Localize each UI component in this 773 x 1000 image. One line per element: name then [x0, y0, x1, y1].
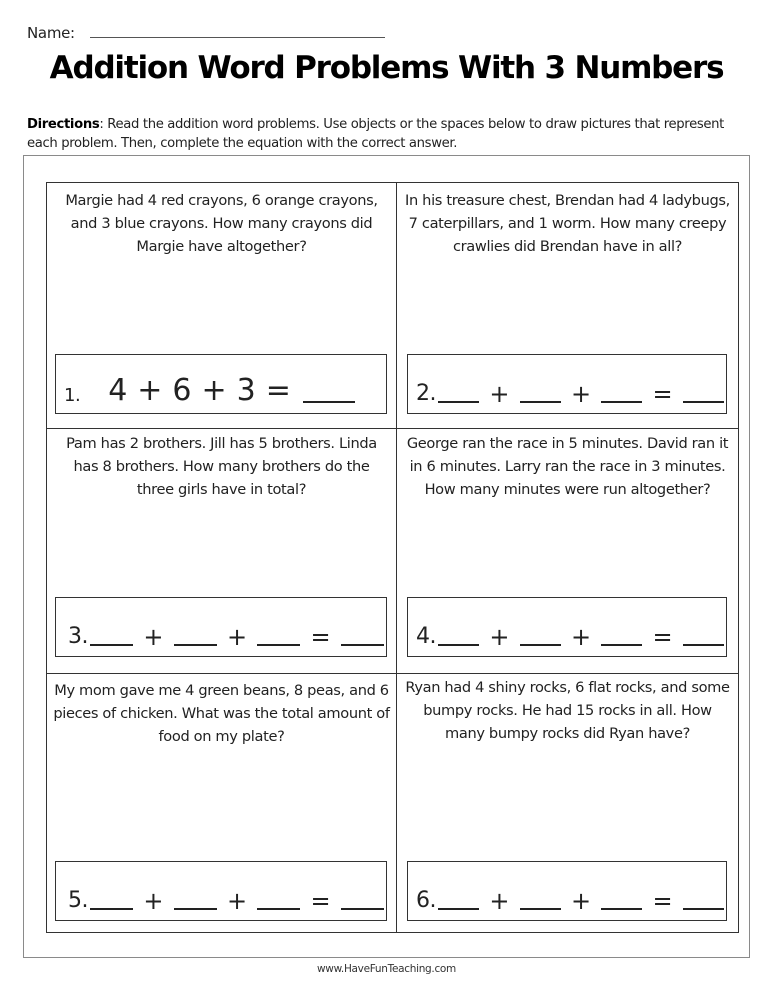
- answer-blank[interactable]: [683, 644, 724, 646]
- equals-sign: =: [265, 373, 291, 408]
- problem-text: Ryan had 4 shiny rocks, 6 flat rocks, and some bumpy rocks. He had 15 rocks in all. How many bumpy rocks did Ryan have?: [405, 679, 730, 742]
- addend-blank-2[interactable]: [174, 644, 217, 646]
- addend-blank-3[interactable]: [601, 401, 642, 403]
- plus-sign: +: [226, 887, 248, 915]
- equation-box-5[interactable]: [55, 861, 387, 921]
- addend-blank-1[interactable]: [438, 644, 479, 646]
- problem-text: George ran the race in 5 minutes. David ran it in 6 minutes. Larry ran the race in 3 minutes. How many minutes were run altogether?: [406, 435, 729, 498]
- problem-cell-4: [397, 429, 738, 673]
- problem-cell-5: [47, 674, 396, 932]
- addend-blank-2[interactable]: [520, 401, 561, 403]
- plus-sign: +: [143, 887, 164, 915]
- answer-blank[interactable]: [341, 908, 384, 910]
- plus-sign: +: [143, 623, 164, 651]
- problem-grid: [46, 182, 739, 933]
- problem-cell-3: [47, 429, 396, 673]
- problem-text: In his treasure chest, Brendan had 4 ladybugs, 7 caterpillars, and 1 worm. How many creepy crawlies did Brendan have in all?: [405, 192, 730, 255]
- equals-sign: =: [310, 623, 331, 651]
- equals-sign: =: [652, 623, 673, 651]
- addend-blank-2[interactable]: [174, 908, 217, 910]
- problem-text: Pam has 2 brothers. Jill has 5 brothers. Linda has 8 brothers. How many brothers do the three girls have in total?: [66, 435, 377, 498]
- addend-blank-1[interactable]: [90, 644, 133, 646]
- answer-blank[interactable]: [683, 908, 724, 910]
- plus-sign: +: [201, 373, 227, 408]
- addend-blank-3[interactable]: [257, 908, 300, 910]
- plus-sign: +: [570, 380, 592, 408]
- plus-sign: +: [570, 623, 592, 651]
- equation-box-4[interactable]: [407, 597, 727, 657]
- equation-box-2[interactable]: [407, 354, 727, 414]
- problem-number: 1.: [64, 385, 81, 406]
- addend-3: 3: [236, 373, 256, 408]
- problem-number: 5.: [68, 888, 88, 913]
- answer-blank[interactable]: [683, 401, 724, 403]
- problem-cell-2: [397, 183, 738, 428]
- directions-text: : Read the addition word problems. Use objects or the spaces below to draw pictures that represent each problem. Then, complete the equation with the correct answer.: [27, 117, 724, 151]
- equals-sign: =: [310, 887, 331, 915]
- addend-blank-1[interactable]: [438, 908, 479, 910]
- name-row: [27, 20, 75, 42]
- problem-text: Margie had 4 red crayons, 6 orange crayons, and 3 blue crayons. How many crayons did Margie have altogether?: [65, 192, 378, 255]
- answer-blank[interactable]: [303, 401, 355, 403]
- addend-blank-2[interactable]: [520, 908, 561, 910]
- problem-text: My mom gave me 4 green beans, 8 peas, and 6 pieces of chicken. What was the total amount of food on my plate?: [53, 682, 390, 745]
- plus-sign: +: [570, 887, 592, 915]
- addend-blank-3[interactable]: [257, 644, 300, 646]
- answer-blank[interactable]: [341, 644, 384, 646]
- addend-2: 6: [172, 373, 192, 408]
- plus-sign: +: [489, 623, 510, 651]
- plus-sign: +: [226, 623, 248, 651]
- equals-sign: =: [652, 887, 673, 915]
- addend-blank-1[interactable]: [90, 908, 133, 910]
- addend-blank-1[interactable]: [438, 401, 479, 403]
- problem-cell-6: [397, 674, 738, 932]
- page-title: Addition Word Problems With 3 Numbers: [49, 50, 724, 86]
- equation-box-3[interactable]: [55, 597, 387, 657]
- problem-number: 3.: [68, 624, 88, 649]
- problem-number: 2.: [416, 381, 436, 406]
- name-input-line[interactable]: [90, 37, 385, 38]
- plus-sign: +: [489, 887, 510, 915]
- plus-sign: +: [489, 380, 510, 408]
- addend-blank-3[interactable]: [601, 908, 642, 910]
- equation-box-1[interactable]: [55, 354, 387, 414]
- plus-sign: +: [137, 373, 163, 408]
- addend-1: 4: [108, 373, 128, 408]
- directions-label: Directions: [27, 117, 100, 132]
- problem-number: 6.: [416, 888, 436, 913]
- footer-url: www.HaveFunTeaching.com: [317, 963, 456, 975]
- addend-blank-3[interactable]: [601, 644, 642, 646]
- addend-blank-2[interactable]: [520, 644, 561, 646]
- equals-sign: =: [652, 380, 673, 408]
- equation-box-6[interactable]: [407, 861, 727, 921]
- name-label: Name:: [27, 24, 75, 42]
- directions: [27, 115, 747, 153]
- problem-cell-1: [47, 183, 396, 428]
- problem-number: 4.: [416, 624, 436, 649]
